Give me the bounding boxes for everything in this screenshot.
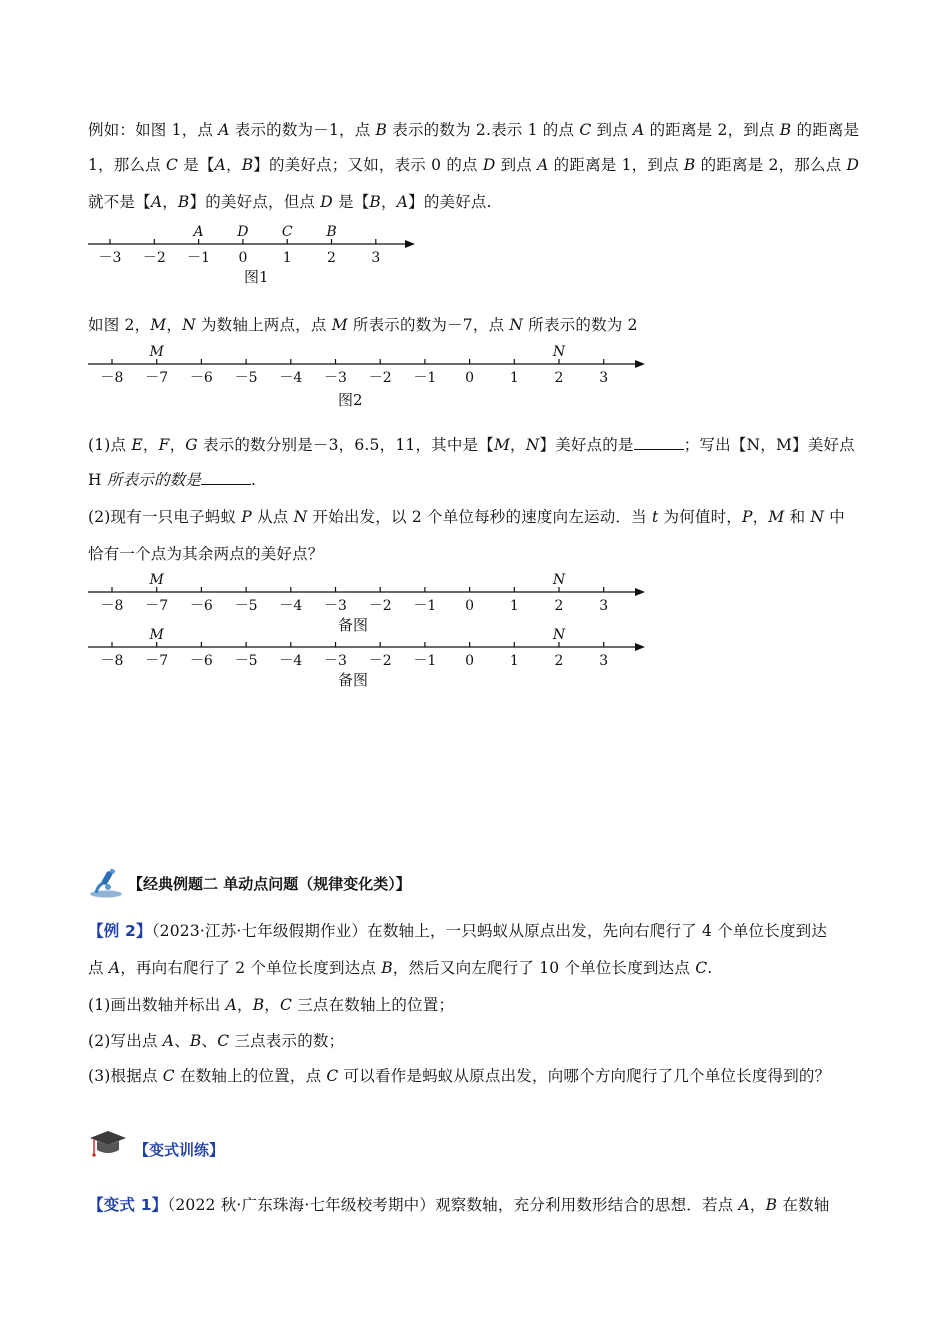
point-label: M — [149, 572, 164, 588]
text-segment: 表示的数为－1，点 — [229, 121, 376, 139]
variant-1-line-1 — [88, 1193, 829, 1215]
math-variable: A — [214, 156, 226, 174]
math-variable: B — [369, 193, 382, 211]
variant-heading — [88, 1128, 224, 1162]
text-segment: 的距离是 — [791, 121, 860, 139]
math-variable: M — [331, 316, 348, 334]
tick-label: 3 — [599, 370, 609, 386]
math-variable: B — [765, 1196, 778, 1214]
math-variable: C — [166, 156, 179, 174]
text-segment: ， — [510, 436, 526, 454]
text-segment: ， — [749, 1196, 766, 1214]
math-variable: B — [177, 193, 190, 211]
text-segment: 从点 — [251, 508, 294, 526]
text-segment: ，然后又向左爬行了 10 个单位长度到达点 — [392, 959, 696, 977]
tick-label: －4 — [279, 598, 303, 614]
tick-label: 2 — [554, 653, 564, 669]
tick-label: 1 — [509, 370, 519, 386]
intro-line-1 — [88, 118, 859, 140]
text-segment: (3)根据点 — [88, 1067, 163, 1085]
tick-label: －1 — [187, 250, 211, 266]
math-variable: B — [189, 1032, 202, 1050]
math-variable: C — [695, 959, 708, 977]
text-segment: 可以看作是蚂蚁从原点出发，向哪个方向爬行了几个单位长度得到的？ — [338, 1067, 831, 1085]
text-segment: ， — [237, 996, 253, 1014]
variant-tag: 【变式 1】 — [88, 1196, 168, 1214]
text-segment: . — [707, 959, 713, 977]
tick-label: －5 — [234, 598, 258, 614]
math-variable: F — [158, 436, 170, 454]
text-segment: 的距离是 2，那么点 — [695, 156, 847, 174]
example-2-part-2 — [88, 1029, 344, 1051]
intro-line-2 — [88, 153, 859, 175]
fig1-caption: 图1 — [244, 268, 269, 286]
tick-label: －1 — [413, 653, 437, 669]
tick-label: 1 — [282, 250, 292, 266]
tick-label: －5 — [234, 653, 258, 669]
tick-label: 2 — [327, 250, 336, 266]
text-segment: 】的美好点. — [408, 193, 492, 211]
point-label: B — [326, 224, 337, 240]
axis-arrow — [635, 588, 645, 596]
tick-label: －3 — [324, 598, 347, 614]
point-label: C — [281, 224, 293, 240]
text-segment: 所表示的数为 2 — [523, 316, 638, 334]
text-segment: 】美好点的是 — [539, 436, 634, 454]
math-variable: A — [218, 121, 230, 139]
math-variable: E — [131, 436, 143, 454]
question-1-line-1: (1)点 E，F，G 表示的数分别是－3，6.5，11，其中是【M，N】美好点的是 ；写出【N，M】美好点 — [88, 436, 855, 454]
tick-label: 0 — [465, 598, 475, 614]
tick-label: －7 — [145, 370, 169, 386]
text-segment: 到点 — [591, 121, 634, 139]
tick-label: 0 — [238, 250, 248, 266]
answer-blank-2[interactable] — [201, 470, 251, 485]
tick-label: －2 — [142, 250, 166, 266]
math-variable: P — [742, 508, 753, 526]
tick-label: －2 — [368, 653, 392, 669]
math-variable: B — [683, 156, 696, 174]
text-segment: 就不是【 — [88, 193, 151, 211]
answer-blank-1[interactable] — [634, 435, 684, 450]
text-segment: 表示的数分别是－3，6.5，11，其中是【 — [197, 436, 494, 454]
text-segment: (2)写出点 — [88, 1032, 163, 1050]
math-variable: C — [280, 996, 293, 1014]
tick-label: －3 — [98, 250, 122, 266]
math-variable: P — [241, 508, 252, 526]
point-label: M — [149, 627, 164, 643]
math-variable: A — [108, 959, 121, 977]
text-segment: (1)点 — [88, 436, 132, 454]
tick-label: －8 — [100, 653, 124, 669]
math-variable: A — [633, 121, 645, 139]
math-variable: N — [182, 316, 196, 334]
spare2-caption: 备图 — [338, 671, 369, 689]
microscope-icon — [88, 868, 124, 898]
text-segment: (1)画出数轴并标出 — [88, 996, 226, 1014]
tick-label: 3 — [371, 250, 381, 266]
fig2-intro — [88, 313, 638, 335]
text-segment: 】的美好点，但点 — [189, 193, 321, 211]
text-segment: （2022 秋·广东珠海·七年级校考期中）观察数轴，充分利用数形结合的思想．若点 — [167, 1196, 739, 1214]
text-segment: 在数轴 — [777, 1196, 830, 1214]
tick-label: 0 — [465, 653, 475, 669]
math-variable: G — [185, 436, 198, 454]
text-segment: 表示的数为 2.表示 1 的点 — [387, 121, 580, 139]
math-variable: A — [225, 996, 237, 1014]
number-line-spare-1 — [80, 570, 650, 614]
text-segment: H — [88, 471, 102, 489]
text-segment: ，再向右爬行了 2 个单位长度到达点 — [120, 959, 382, 977]
text-segment: 和 — [784, 508, 811, 526]
text-segment: 1，那么点 — [88, 156, 166, 174]
axis-arrow — [405, 240, 415, 248]
tick-label: －6 — [189, 370, 213, 386]
text-segment: 是【 — [178, 156, 215, 174]
math-variable: D — [320, 193, 333, 211]
intro-line-3 — [88, 190, 492, 212]
math-variable: N — [509, 316, 524, 334]
text-segment: 、 — [174, 1032, 190, 1050]
question-2-line-2: 恰有一个点为其余两点的美好点？ — [88, 545, 324, 563]
number-line-spare-2 — [80, 625, 650, 669]
tick-label: 0 — [465, 370, 475, 386]
math-variable: A — [162, 1032, 175, 1050]
axis-arrow — [635, 643, 645, 651]
text-segment: 三点表示的数； — [229, 1032, 345, 1050]
spare1-caption: 备图 — [338, 616, 369, 634]
text-segment: ， — [169, 436, 186, 454]
math-variable: B — [779, 121, 792, 139]
math-variable: A — [396, 193, 409, 211]
text-segment: 中 — [824, 508, 845, 526]
text-segment: ， — [226, 156, 242, 174]
text-segment: 所表示的数为－7，点 — [347, 316, 510, 334]
text-segment: 的距离是 2，到点 — [644, 121, 780, 139]
tick-label: 2 — [554, 598, 564, 614]
text-segment: 、 — [201, 1032, 218, 1050]
tick-label: 3 — [599, 598, 609, 614]
math-variable: M — [493, 436, 511, 454]
math-variable: t — [651, 508, 659, 526]
math-variable: N — [525, 436, 540, 454]
tick-label: －1 — [413, 598, 437, 614]
tick-label: －4 — [279, 370, 303, 386]
tick-label: －5 — [234, 370, 258, 386]
tick-label: －2 — [368, 598, 392, 614]
graduation-cap-icon — [88, 1128, 128, 1162]
math-variable: C — [579, 121, 592, 139]
tick-label: －1 — [413, 370, 437, 386]
math-variable: A — [738, 1196, 750, 1214]
text-segment: 到点 — [495, 156, 538, 174]
number-line-fig1 — [80, 222, 420, 266]
example-2-line-2 — [88, 956, 712, 978]
math-variable: C — [326, 1067, 339, 1085]
math-variable: M — [150, 316, 167, 334]
tick-label: －3 — [324, 653, 347, 669]
axis-arrow — [635, 360, 645, 368]
math-variable: B — [375, 121, 388, 139]
tick-label: －2 — [368, 370, 392, 386]
math-variable: 所表示的数是 — [101, 471, 202, 489]
section-title: 【经典例题二 单动点问题（规律变化类）】 — [128, 874, 411, 893]
math-variable: N — [810, 508, 825, 526]
point-label: N — [552, 627, 566, 643]
text-segment: ， — [142, 436, 159, 454]
example-2-part-1 — [88, 993, 454, 1015]
text-segment: 的距离是 1，到点 — [548, 156, 684, 174]
math-variable: A — [537, 156, 549, 174]
text-segment: 点 — [88, 959, 109, 977]
text-segment: 开始出发，以 2 个单位每秒的速度向左运动．当 — [307, 508, 652, 526]
question-1-line-2: H 所表示的数是 . — [88, 471, 257, 489]
tick-label: －7 — [145, 653, 169, 669]
number-line-fig2 — [80, 342, 650, 386]
tick-label: －7 — [145, 598, 169, 614]
text-segment: ， — [381, 193, 397, 211]
tick-label: －8 — [100, 598, 124, 614]
example-2-part-3 — [88, 1064, 830, 1086]
tick-label: －6 — [189, 653, 213, 669]
tick-label: 2 — [554, 370, 564, 386]
text-segment: ， — [162, 193, 178, 211]
example-2-line-1: 【例 2】（2023·江苏·七年级假期作业）在数轴上，一只蚂蚁从原点出发，先向右爬行了 4 个单位长度到达 — [88, 922, 828, 940]
math-variable: B — [241, 156, 254, 174]
section-heading — [88, 868, 411, 898]
text-segment: 为何值时， — [658, 508, 743, 526]
text-segment: ， — [752, 508, 769, 526]
tick-label: 3 — [599, 653, 609, 669]
tick-label: －6 — [189, 598, 213, 614]
text-segment: 是【 — [332, 193, 370, 211]
tick-label: －3 — [324, 370, 347, 386]
text-segment: 在数轴上的位置，点 — [174, 1067, 327, 1085]
text-segment: ， — [166, 316, 183, 334]
point-label: N — [552, 344, 566, 360]
tick-label: 1 — [509, 598, 519, 614]
text-segment: 三点在数轴上的位置； — [292, 996, 455, 1014]
text-segment: ， — [264, 996, 280, 1014]
math-variable: C — [217, 1032, 230, 1050]
math-variable: A — [150, 193, 163, 211]
text-segment: 例如：如图 1，点 — [88, 121, 219, 139]
question-2-line-1 — [88, 505, 845, 527]
math-variable: D — [482, 156, 496, 174]
fig2-caption: 图2 — [338, 391, 363, 409]
text-segment: 】的美好点；又如，表示 0 的点 — [253, 156, 483, 174]
point-label: D — [237, 224, 249, 240]
math-variable: B — [252, 996, 265, 1014]
point-label: N — [552, 572, 566, 588]
point-label: M — [149, 344, 164, 360]
math-variable: D — [846, 156, 860, 174]
math-variable: N — [293, 508, 308, 526]
example-tag: 【例 2】 — [88, 922, 152, 940]
text-segment: 如图 2， — [88, 316, 151, 334]
math-variable: B — [381, 959, 393, 977]
text-segment: 为数轴上两点，点 — [195, 316, 332, 334]
text-segment: (2)现有一只电子蚂蚁 — [88, 508, 242, 526]
tick-label: 1 — [509, 653, 519, 669]
tick-label: －8 — [100, 370, 124, 386]
math-variable: C — [162, 1067, 175, 1085]
variant-heading-text: 【变式训练】 — [134, 1141, 225, 1159]
math-variable: M — [768, 508, 785, 526]
tick-label: －4 — [279, 653, 303, 669]
point-label: A — [193, 224, 204, 240]
